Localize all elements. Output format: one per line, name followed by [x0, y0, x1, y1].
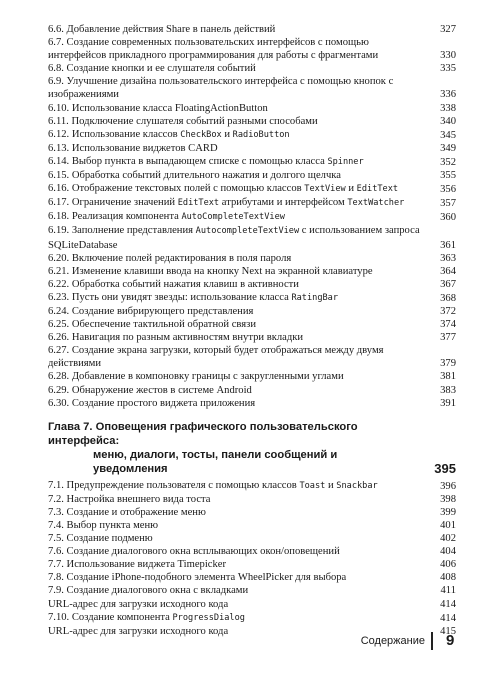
toc-entry — [48, 558, 456, 571]
entry-text: 7.3. Создание и отображение меню — [48, 506, 206, 518]
toc-entry-page: 404 — [440, 546, 456, 558]
entry-text: 7.4. Выбор пункта меню — [48, 520, 159, 531]
toc-entry — [48, 196, 456, 210]
toc-entry-page: 401 — [440, 520, 456, 531]
toc-entry-page: 383 — [440, 384, 456, 396]
toc-entry — [48, 397, 456, 410]
entry-text: 6.10. Использование класса FloatingActionButton — [48, 102, 268, 114]
entry-text: 6.24. Создание вибрирующего представления — [48, 305, 254, 317]
entry-text: 6.14. Выбор пункта в выпадающем списке с помощью класса — [48, 155, 328, 167]
toc-entry — [48, 384, 456, 397]
page-footer — [0, 632, 500, 652]
toc-entry-title — [48, 519, 434, 532]
toc-entry-page: 367 — [440, 278, 456, 290]
entry-text: 6.7. Создание современных пользовательских интерфейсов с помощью интерфейсов прикладного программирования для работы с фрагментами — [48, 37, 379, 62]
entry-text: и — [345, 183, 357, 195]
entry-text: 6.19. Заполнение представления — [48, 225, 196, 237]
entry-text: 6.17. Ограничение значений — [48, 197, 178, 209]
toc-entry-page: 381 — [440, 371, 456, 383]
toc-entry — [48, 598, 456, 611]
toc-entry-title — [48, 506, 434, 519]
toc-entry-page: 377 — [440, 332, 456, 344]
toc-entry-title — [48, 142, 434, 155]
toc-entry-page: 399 — [440, 506, 456, 518]
entry-text: 6.28. Добавление в компоновку границы с закругленными углами — [48, 371, 344, 383]
entry-text: 6.18. Реализация компонента — [48, 211, 182, 223]
toc-entry-title — [48, 318, 434, 331]
toc-entry — [48, 102, 456, 115]
toc-entry-page: 396 — [440, 480, 456, 492]
toc-entry-page: 406 — [440, 559, 456, 571]
toc-entry-page: 335 — [440, 63, 456, 75]
entry-text: 7.2. Настройка внешнего вида тоста — [48, 493, 211, 505]
entry-text: URL-адрес для загрузки исходного кода — [48, 598, 229, 610]
entry-text: 6.11. Подключение слушателя событий разными способами — [48, 115, 318, 127]
toc-entry — [48, 532, 456, 545]
code-term: TextWatcher — [347, 198, 405, 209]
toc-entry-page: 340 — [440, 115, 456, 127]
toc-entry — [48, 252, 456, 265]
entry-text: 6.30. Создание простого виджета приложения — [48, 397, 256, 409]
toc-entry-title — [48, 210, 434, 224]
toc-entry-page: 349 — [440, 142, 456, 154]
entry-text: 6.20. Включение полей редактирования в поля пароля — [48, 252, 292, 264]
entry-text: 6.15. Обработка событий длительного нажатия и долгого щелчка — [48, 170, 341, 182]
code-term: RadioButton — [232, 129, 290, 140]
entry-text: 7.5. Создание подменю — [48, 533, 153, 545]
toc-entry-page: 352 — [440, 156, 456, 168]
toc-entry — [48, 545, 456, 558]
toc-entry-title — [48, 344, 434, 370]
toc-entry — [48, 169, 456, 182]
entry-text: 6.29. Обнаружение жестов в системе Android — [48, 384, 252, 396]
entry-text: 6.22. Обработка событий нажатия клавиш в активности — [48, 278, 299, 290]
toc-entry — [48, 23, 456, 36]
toc-entry-page: 345 — [440, 129, 456, 141]
toc-entry — [48, 344, 456, 370]
toc-section-7-entries — [48, 479, 456, 638]
toc-entry — [48, 115, 456, 128]
toc-entry-title — [48, 598, 434, 611]
toc-entry — [48, 224, 456, 251]
toc-entry-title — [48, 479, 434, 493]
code-term: RatingBar — [291, 292, 339, 303]
code-term: Snackbar — [336, 480, 378, 491]
toc-entry-title — [48, 169, 434, 182]
toc-entry-page: 364 — [440, 265, 456, 277]
toc-entry-title — [48, 102, 434, 115]
toc-entry-title — [48, 545, 434, 558]
code-term: AutoCompleteTextView — [181, 212, 285, 223]
entry-text: 6.9. Улучшение дизайна пользовательского интерфейса с помощью кнопок с изображениями — [48, 76, 394, 101]
entry-text: 7.9. Создание диалогового окна с вкладками — [48, 585, 249, 597]
toc-entry-title — [48, 62, 434, 75]
toc-entry-page: 391 — [440, 397, 456, 409]
toc-entry — [48, 519, 456, 532]
toc-entry-title — [48, 278, 434, 291]
table-of-contents — [48, 23, 456, 638]
code-term: ProgressDialog — [172, 612, 245, 623]
entry-text: 7.6. Создание диалогового окна всплывающих окон/оповещений — [48, 546, 340, 558]
toc-entry — [48, 370, 456, 383]
toc-entry — [48, 265, 456, 278]
toc-entry-page: 336 — [440, 89, 456, 101]
toc-entry — [48, 291, 456, 305]
entry-text: 6.27. Создание экрана загрузки, который будет отображаться между двумя действиями — [48, 345, 384, 370]
entry-text: с использованием запроса SQLiteDatabase — [48, 225, 420, 251]
toc-entry-page: 372 — [440, 305, 456, 317]
toc-entry-title — [48, 532, 434, 545]
toc-entry — [48, 36, 456, 62]
toc-entry-title — [48, 128, 434, 142]
toc-entry-title — [48, 252, 434, 265]
toc-entry-title — [48, 75, 434, 101]
toc-entry — [48, 210, 456, 224]
entry-text: URL-адрес для загрузки исходного кода — [48, 625, 229, 637]
toc-entry-page: 338 — [440, 102, 456, 114]
code-term: AutocompleteTextView — [195, 226, 300, 237]
toc-entry — [48, 182, 456, 196]
toc-entry-page: 414 — [440, 612, 456, 624]
footer-divider — [431, 632, 433, 650]
toc-entry-page: 415 — [440, 625, 456, 637]
toc-entry-page: 356 — [440, 184, 456, 196]
toc-entry-title — [48, 23, 434, 36]
code-term: EditText — [177, 198, 220, 209]
toc-entry — [48, 479, 456, 493]
code-term: Toast — [299, 480, 326, 491]
toc-entry — [48, 278, 456, 291]
toc-entry-page: 374 — [440, 319, 456, 331]
toc-entry — [48, 506, 456, 519]
toc-entry-page: 398 — [440, 493, 456, 505]
toc-entry-title — [48, 571, 434, 584]
toc-entry-title — [48, 265, 434, 278]
toc-entry — [48, 584, 456, 597]
toc-entry-title — [48, 558, 434, 571]
toc-entry — [48, 142, 456, 155]
chapter-title-line2: меню, диалоги, тосты, панели сообщений и уведомления — [93, 448, 338, 475]
chapter-title — [48, 420, 426, 476]
footer-section-label: Содержание — [360, 635, 425, 647]
toc-entry-title — [48, 115, 434, 128]
entry-text: 6.13. Использование виджетов CARD — [48, 142, 218, 154]
toc-entry-title — [48, 397, 434, 410]
toc-entry-page: 363 — [440, 252, 456, 264]
entry-text: 6.23. Пусть они увидят звезды: использование класса — [48, 291, 292, 303]
toc-entry — [48, 571, 456, 584]
chapter-heading — [48, 420, 456, 476]
chapter-title-line1: Глава 7. Оповещения графического пользовательского интерфейса: — [48, 420, 358, 447]
toc-entry-page: 368 — [440, 292, 456, 304]
entry-text: 6.26. Навигация по разным активностям внутри вкладки — [48, 332, 304, 344]
entry-text: 6.21. Изменение клавиши ввода на кнопку Next на экранной клавиатуре — [48, 265, 373, 277]
toc-entry-title — [48, 196, 434, 210]
toc-entry-title — [48, 370, 434, 383]
toc-entry-title — [48, 182, 434, 196]
chapter-page-number: 395 — [434, 460, 456, 476]
footer-page-number: 9 — [446, 632, 455, 649]
toc-entry-page: 360 — [440, 212, 456, 224]
toc-entry — [48, 155, 456, 169]
toc-entry-title — [48, 584, 434, 597]
entry-text: 7.10. Создание компонента — [48, 611, 173, 623]
toc-entry — [48, 318, 456, 331]
toc-entry-title — [48, 611, 434, 625]
toc-entry-page: 411 — [440, 585, 456, 597]
entry-text: и — [221, 128, 233, 140]
code-term: Spinner — [327, 156, 364, 167]
toc-entry-page: 414 — [440, 598, 456, 610]
entry-text: 6.25. Обеспечение тактильной обратной связи — [48, 319, 257, 331]
toc-entry — [48, 62, 456, 75]
toc-entry — [48, 75, 456, 101]
toc-entry-page: 355 — [440, 170, 456, 182]
code-term: EditText — [356, 184, 399, 195]
toc-entry-title — [48, 331, 434, 344]
toc-entry — [48, 128, 456, 142]
toc-entry-page: 408 — [440, 572, 456, 584]
toc-entry-page: 327 — [440, 24, 456, 35]
entry-text: и — [325, 479, 337, 491]
entry-text: 6.6. Добавление действия Share в панель действий — [48, 24, 276, 35]
entry-text: 6.12. Использование классов — [48, 128, 181, 140]
toc-entry-page: 330 — [440, 50, 456, 62]
toc-entry-title — [48, 291, 434, 305]
entry-text: 7.8. Создание iPhone-подобного элемента WheelPicker для выбора — [48, 572, 347, 584]
entry-text: 7.7. Использование виджета Timepicker — [48, 559, 227, 571]
toc-section-6-entries — [48, 23, 456, 410]
code-term: TextView — [304, 184, 346, 195]
toc-entry — [48, 611, 456, 625]
toc-entry-title — [48, 305, 434, 318]
toc-entry — [48, 331, 456, 344]
toc-entry-title — [48, 155, 434, 169]
toc-entry — [48, 305, 456, 318]
entry-text: 6.8. Создание кнопки и ее слушателя событий — [48, 63, 256, 75]
toc-entry-title — [48, 36, 434, 62]
toc-entry — [48, 493, 456, 506]
toc-entry-title — [48, 384, 434, 397]
toc-entry-page: 361 — [440, 239, 456, 251]
toc-entry-page: 357 — [440, 198, 456, 210]
toc-entry-title — [48, 224, 434, 251]
code-term: CheckBox — [180, 129, 222, 140]
entry-text: 6.16. Отображение текстовых полей с помощью классов — [48, 183, 305, 195]
toc-entry-page: 402 — [440, 533, 456, 545]
toc-entry-page: 379 — [440, 358, 456, 370]
toc-entry-title — [48, 493, 434, 506]
entry-text: 7.1. Предупреждение пользователя с помощью классов — [48, 479, 300, 491]
entry-text: атрибутами и интерфейсом — [219, 197, 348, 209]
